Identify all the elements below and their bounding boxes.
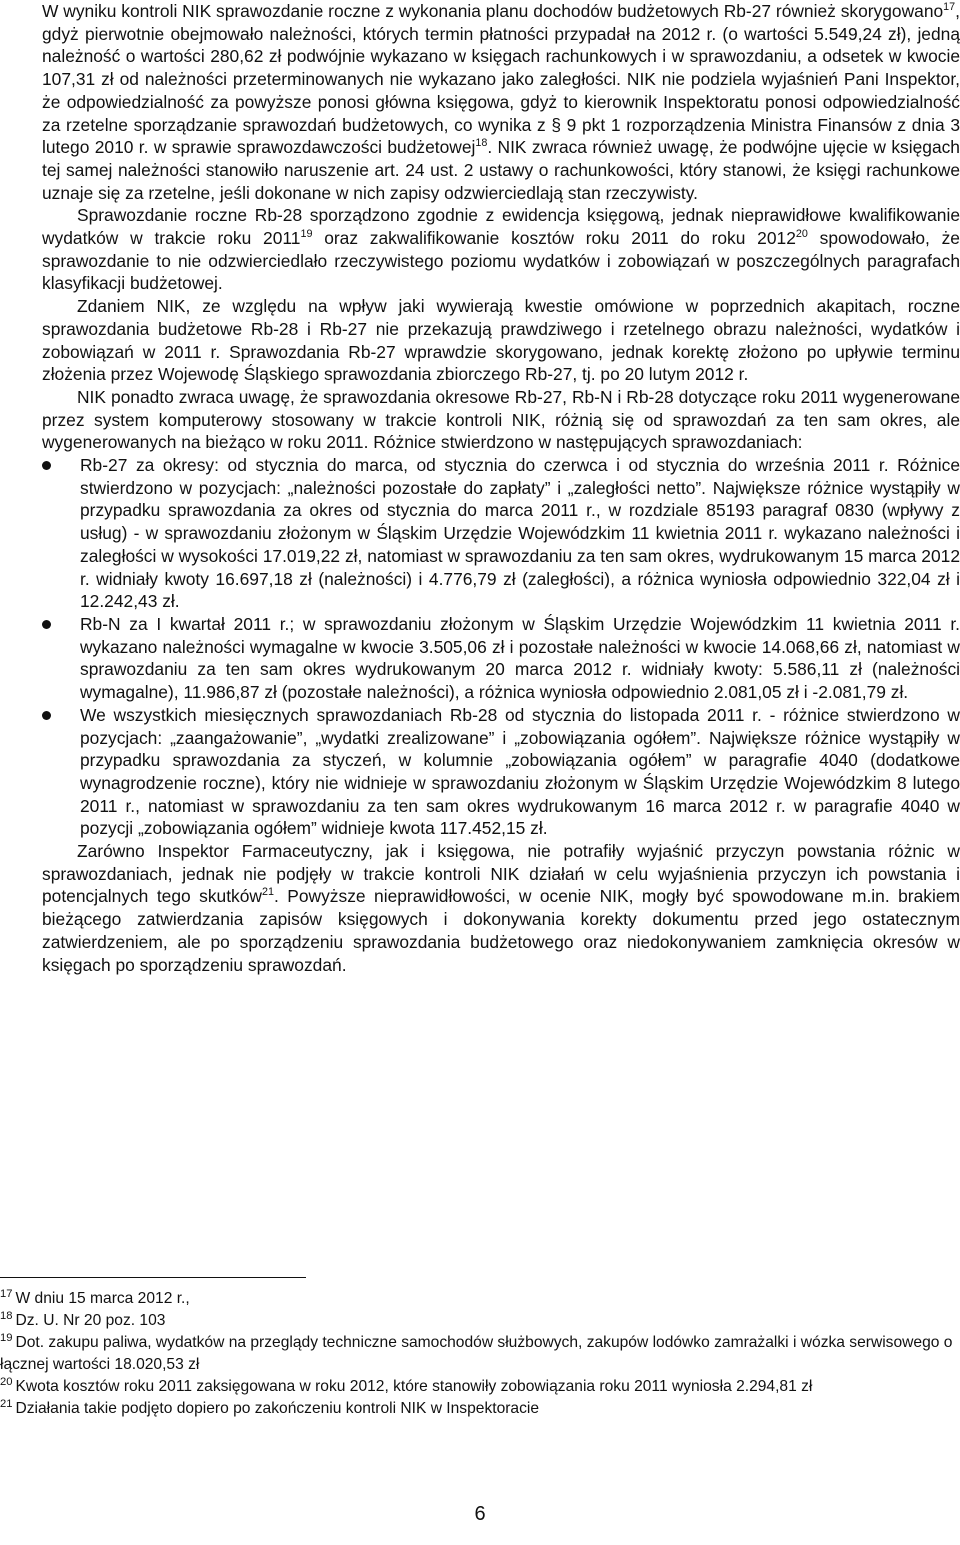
list-item [42, 704, 960, 840]
bullet-icon [42, 620, 51, 629]
list-item-text: We wszystkich miesięcznych sprawozdaniach Rb-28 od stycznia do listopada 2011 r. - różnice stwierdzono w pozycjach: „zaangażowanie”, „wydatki zrealizowane” i „zobowiązania ogółem”. Największe różnice wystąpiły w przypadku sprawozdania za styczeń, w kolumnie „zobowiązania ogółem” w paragrafie 4040 (dodatkowe wynagrodzenie roczne), który nie widnieje w sprawozdaniu złożonym w Śląskim Urzędzie Wojewódzkim 8 lutego 2011 r., natomiast w sprawozdaniu za ten sam okres wydrukowanym 16 marca 2012 r. w paragrafie 4040 w pozycji „zobowiązania ogółem” widnieje kwota 117.452,15 zł. [80, 704, 960, 839]
footnote-number: 20 [0, 1375, 13, 1388]
footnote-ref: 18 [475, 137, 488, 150]
footnote-number: 19 [0, 1331, 13, 1344]
footnote-text: Dot. zakupu paliwa, wydatków na przeglądy techniczne samochodów służbowych, zakupów lodówko zamrażalki i wózka serwisowego o łącznej wartości 18.020,53 zł [0, 1334, 953, 1373]
text-segment: oraz zakwalifikowanie kosztów roku 2011 do roku 2012 [312, 228, 796, 249]
footnote-number: 17 [0, 1287, 13, 1300]
footnote-number: 18 [0, 1309, 13, 1322]
footnote-number: 21 [0, 1397, 13, 1410]
text-segment: Sprawozdanie roczne Rb-28 sporządzono zgodnie z ewidencja księgową, jednak nieprawidłowe kwalifikowanie wydatków w trakcie roku 2011 [42, 205, 960, 249]
footnote [0, 1398, 960, 1420]
footnote-ref: 20 [795, 228, 808, 241]
bullet-icon [42, 461, 51, 470]
paragraph-4 [42, 386, 960, 454]
text-segment: spowodowało, że sprawozdanie to nie odzwierciedlało rzeczywistego poziomu wydatków i zobowiązań w poszczególnych paragrafach klasyfikacji budżetowej. [42, 228, 960, 294]
text-segment: , gdyż pierwotnie obejmowało należności, których termin płatności przypadał na 2012 r. (o wartości 5.549,24 zł), jedną należność o wartości 280,62 zł podwójnie wykazano w księgach rachunkowych i w sprawozdaniu, a odsetek w kwocie 107,31 zł od należności przeterminowanych nie wykazano jako zaległości. NIK nie podziela wyjaśnień Pani Inspektor, że odpowiedzialność za powyższe ponosi główna księgowa, gdyż to kierownik Inspektoratu ponosi odpowiedzialność za rzetelne sporządzanie sprawozdań budżetowych, co wynika z § 9 pkt 1 rozporządzenia Ministra Finansów z dnia 3 lutego 2010 r. w sprawie sprawozdawczości budżetowej [42, 1, 960, 158]
text-segment: Zdaniem NIK, ze względu na wpływ jaki wywierają kwestie omówione w poprzednich akapitach, roczne sprawozdania budżetowe Rb-28 i Rb-27 nie przekazują prawdziwego i rzetelnego obrazu należności, wydatków i zobowiązań w 2011 r. Sprawozdania Rb-27 wprawdzie skorygowano, jednak korektę złożono po upływie terminu złożenia przez Wojewodę Śląskiego sprawozdania zbiorczego Rb-27, tj. po 20 lutym 2012 r. [42, 296, 960, 385]
list-item-text: Rb-27 za okresy: od stycznia do marca, od stycznia do czerwca i od stycznia do września 2011 r. Różnice stwierdzono w pozycjach: „należności pozostałe do zapłaty” i „zaległości netto”. Największe różnice wystąpiły w przypadku sprawozdania za okres od stycznia do marca 2011 r., w rozdziale 85193 paragraf 0830 (wpływy z usług) - w sprawozdaniu złożonym w Śląskim Urzędzie Wojewódzkim 11 kwietnia 2011 r. wykazano należności i zaległości w wysokości 17.019,22 zł, natomiast w sprawozdaniu za ten sam okres, wydrukowanym 15 marca 2012 r. widniały kwoty 16.697,18 zł (należności) i 4.776,79 zł (zaległości), a różnica wyniosła odpowiednio 322,04 zł i 12.242,43 zł. [80, 455, 960, 612]
footnote-text: Kwota kosztów roku 2011 zaksięgowana w roku 2012, które stanowiły zobowiązania roku 2011 wyniosła 2.294,81 zł [15, 1378, 813, 1395]
footnote [0, 1332, 960, 1376]
text-segment: NIK ponadto zwraca uwagę, że sprawozdania okresowe Rb-27, Rb-N i Rb-28 dotyczące roku 2011 wygenerowane przez system komputerowy stosowany w trakcie kontroli NIK, różnią się od sprawozdań za ten sam okres, ale wygenerowanych na bieżąco w roku 2011. Różnice stwierdzono w następujących sprawozdaniach: [42, 386, 960, 453]
differences-list [42, 454, 960, 840]
list-item [42, 454, 960, 613]
page-number: 6 [474, 1503, 486, 1525]
footnote-ref: 17 [943, 1, 956, 14]
footnote [0, 1288, 960, 1310]
footnote [0, 1310, 960, 1332]
closing-paragraph [42, 840, 960, 976]
footnote-separator [0, 1277, 306, 1278]
paragraph-3 [42, 295, 960, 386]
footnote-text: W dniu 15 marca 2012 r., [15, 1290, 190, 1307]
list-item [42, 613, 960, 704]
footnotes [0, 1288, 960, 1420]
text-segment: Zarówno Inspektor Farmaceutyczny, jak i księgowa, nie potrafiły wyjaśnić przyczyn powstania różnic w sprawozdaniach, jednak nie podjęły w trakcie kontroli NIK działań w celu wyjaśnienia przyczyn ich powstania i potencjalnych tego skutków [42, 841, 960, 907]
footnote-ref: 19 [300, 228, 313, 241]
bullet-icon [42, 711, 51, 720]
list-item-text: Rb-N za I kwartał 2011 r.; w sprawozdaniu złożonym w Śląskim Urzędzie Wojewódzkim 11 kwietnia 2011 r. wykazano należności wymagalne w kwocie 3.505,06 zł i pozostałe należności w kwocie 14.068,66 zł, natomiast w sprawozdaniu za ten sam okres wydrukowanym 20 marca 2012 r. widniały kwoty: 5.586,11 zł (należności wymagalne), 11.986,87 zł (pozostałe należności), a różnica wyniosła odpowiednio 2.081,05 zł i -2.081,79 zł. [80, 613, 960, 703]
footnote-text: Działania takie podjęto dopiero po zakończeniu kontroli NIK w Inspektoracie [15, 1400, 540, 1417]
footnote-text: Dz. U. Nr 20 poz. 103 [15, 1312, 166, 1329]
text-segment: . NIK zwraca również uwagę, że podwójne ujęcie w księgach tej samej należności stanowiło naruszenie art. 24 ust. 2 ustawy o rachunkowości, który stanowi, że księgi rachunkowe uznaje się za rzetelne, jeśli dokonane w nich zapisy odzwierciedlają stan rzeczywisty. [42, 137, 960, 203]
footnote [0, 1376, 960, 1398]
text-segment: . Powyższe nieprawidłowości, w ocenie NIK, mogły być spowodowane m.in. brakiem bieżącego zatwierdzania zapisów księgowych i dokonywania korekty dokumentu przed jego ostatecznym zatwierdzeniem, ale po sporządzeniu sprawozdania budżetowego oraz niedokonywaniem zamknięcia okresów w księgach po sporządzeniu sprawozdań. [42, 886, 960, 975]
main-text [42, 0, 960, 976]
paragraph-2 [42, 204, 960, 295]
footnote-ref: 21 [261, 886, 274, 899]
paragraph-1 [42, 0, 960, 204]
text-segment: W wyniku kontroli NIK sprawozdanie roczne z wykonania planu dochodów budżetowych Rb-27 również skorygowano [42, 1, 944, 21]
